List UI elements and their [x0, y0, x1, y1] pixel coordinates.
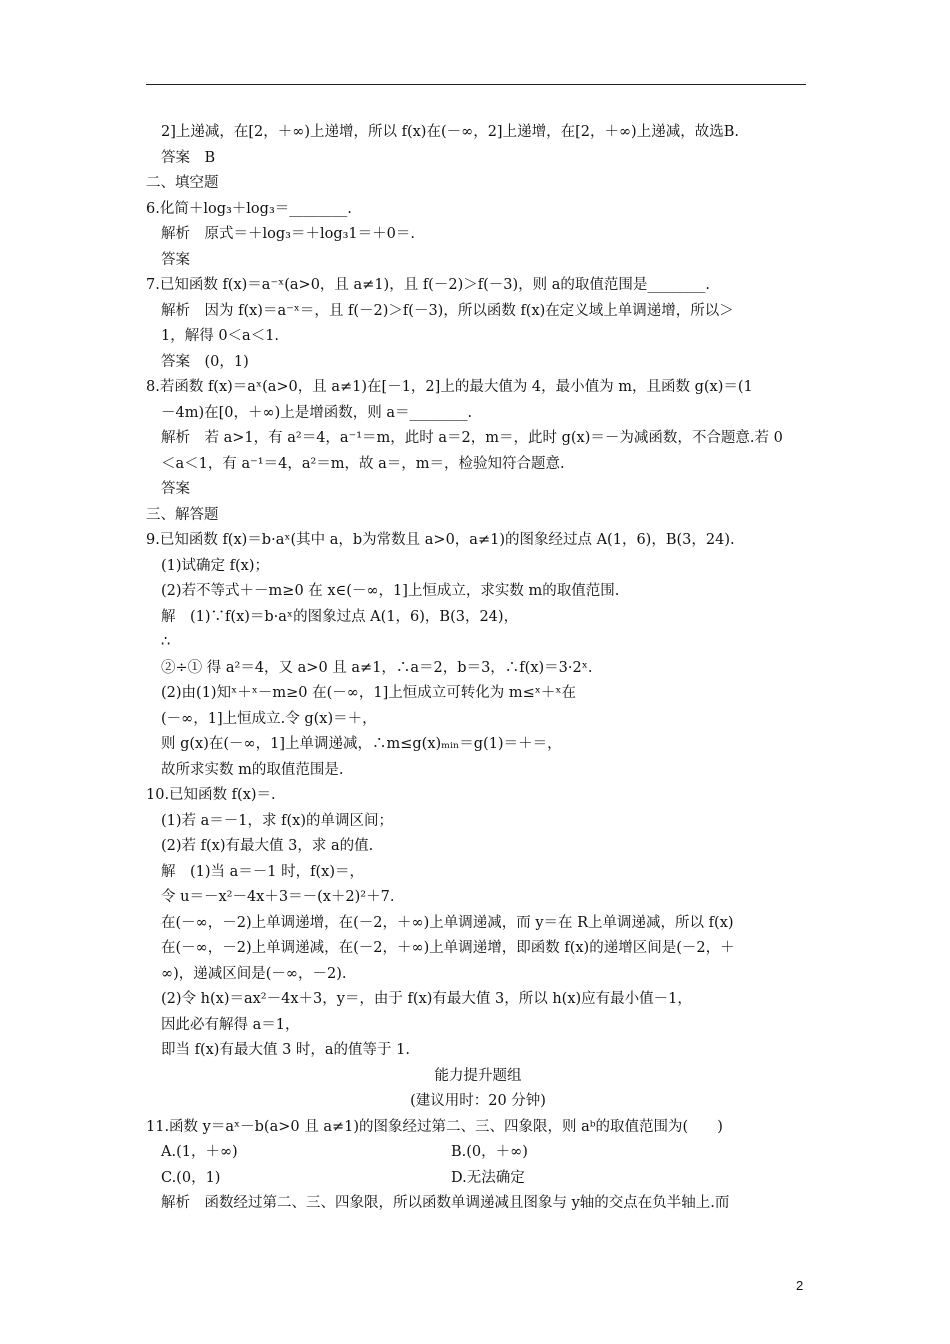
- text-line: 二、填空题: [146, 175, 219, 191]
- text-line: 7.已知函数 f(x)＝a⁻ˣ(a>0，且 a≠1)，且 f(－2)＞f(－3)，则 a的取值范围是________.: [146, 277, 710, 293]
- text-line: (－∞，1]上恒成立.令 g(x)＝＋，: [161, 710, 377, 727]
- text-line: 能力提升题组: [434, 1067, 522, 1084]
- text-line: ∞)，递减区间是(－∞，－2).: [161, 965, 347, 982]
- option-c: C.(0，1): [161, 1169, 221, 1186]
- text-line: 即当 f(x)有最大值 3 时，a的值等于 1.: [161, 1042, 410, 1058]
- text-line: 则 g(x)在(－∞，1]上单调递减，∴m≤g(x)ₘᵢₙ＝g(1)＝＋＝，: [161, 736, 562, 752]
- choice-options-row-1: [146, 1140, 810, 1166]
- text-line: 8.若函数 f(x)＝aˣ(a>0，且 a≠1)在[－1，2]上的最大值为 4，最小值为 m，且函数 g(x)＝(1: [146, 379, 753, 395]
- text-line: (1)若 a＝－1，求 f(x)的单调区间；: [161, 812, 393, 829]
- text-line: (2)由(1)知ˣ＋ˣ－m≥0 在(－∞，1]上恒成立可转化为 m≤ˣ＋ˣ在: [161, 685, 577, 701]
- text-line: 答案 B: [161, 149, 216, 166]
- text-line: (1)试确定 f(x)；: [161, 557, 270, 574]
- text-line: 解析 因为 f(x)＝a⁻ˣ＝，且 f(－2)＞f(－3)，所以函数 f(x)在定义域上单调递增，所以＞: [161, 302, 734, 319]
- text-line: (2)若 f(x)有最大值 3，求 a的值.: [161, 838, 374, 854]
- text-line: 令 u＝－x²－4x＋3＝－(x＋2)²＋7.: [161, 889, 395, 905]
- text-line: 故所求实数 m的取值范围是.: [161, 761, 344, 778]
- choice-options-row-2: [146, 1166, 810, 1192]
- analysis-line: 解析 函数经过第二、三、四象限，所以函数单调递减且图象与 y轴的交点在负半轴上.而: [161, 1195, 730, 1211]
- text-line: 10.已知函数 f(x)＝.: [146, 787, 276, 803]
- text-line: 解析 原式＝＋log₃＝＋log₃1＝＋0＝.: [161, 226, 415, 242]
- option-b: B.(0，＋∞): [451, 1144, 528, 1160]
- text-line: －4m)在[0，＋∞)上是增函数，则 a＝________.: [161, 404, 473, 421]
- text-line: ＜a＜1，有 a⁻¹＝4，a²＝m，故 a＝，m＝，检验知符合题意.: [161, 455, 565, 472]
- text-line: ∴: [161, 634, 171, 650]
- text-line: 2]上递减，在[2，＋∞)上递增，所以 f(x)在(－∞，2]上递增，在[2，＋∞)上递减，故选B.: [161, 124, 739, 140]
- text-line: (建议用时：20 分钟): [410, 1093, 546, 1109]
- text-line: 在(－∞，－2)上单调递减，在(－2，＋∞)上单调递增，即函数 f(x)的递增区间是(－2，＋: [161, 940, 735, 956]
- text-line: 解析 若 a>1，有 a²＝4，a⁻¹＝m，此时 a＝2，m＝，此时 g(x)＝－为减函数，不合题意.若 0: [161, 430, 783, 446]
- text-line: 解 (1)∵f(x)＝b·aˣ的图象过点 A(1，6)，B(3，24)，: [161, 608, 519, 625]
- text-line: 解 (1)当 a＝－1 时，f(x)＝，: [161, 863, 364, 880]
- text-line: 11.函数 y＝aˣ－b(a>0 且 a≠1)的图象经过第二、三、四象限，则 aᵇ的取值范围为( ): [146, 1118, 723, 1135]
- option-d: D.无法确定: [451, 1169, 525, 1186]
- option-a: A.(1，＋∞): [161, 1144, 238, 1160]
- text-line: ②÷① 得 a²＝4，又 a>0 且 a≠1，∴a＝2，b＝3，∴f(x)＝3·2ˣ.: [161, 659, 593, 676]
- text-line: 6.化简＋log₃＋log₃＝________.: [146, 200, 352, 217]
- text-line: 因此必有解得 a＝1，: [161, 1016, 300, 1033]
- text-line: 9.已知函数 f(x)＝b·aˣ(其中 a，b为常数且 a>0，a≠1)的图象经过点 A(1，6)，B(3，24).: [146, 532, 735, 548]
- text-line: 三、解答题: [146, 506, 219, 523]
- text-line: (2)若不等式＋－m≥0 在 x∈(－∞，1]上恒成立，求实数 m的取值范围.: [161, 583, 620, 599]
- text-line: 答案: [161, 251, 190, 268]
- document-body: [146, 120, 810, 1217]
- text-lines: [146, 120, 810, 1140]
- text-line: 在(－∞，－2)上单调递增，在(－2，＋∞)上单调递减，而 y＝在 R上单调递减，所以 f(x): [161, 914, 734, 931]
- text-line: 答案: [161, 481, 190, 497]
- text-line: 1，解得 0＜a＜1.: [161, 328, 280, 344]
- page-number: 2: [796, 1278, 804, 1293]
- header-rule: [146, 84, 806, 85]
- text-line: (2)令 h(x)＝ax²－4x＋3，y＝，由于 f(x)有最大值 3，所以 h(x)应有最小值－1，: [161, 991, 692, 1007]
- text-line: 答案 (0，1): [161, 353, 249, 370]
